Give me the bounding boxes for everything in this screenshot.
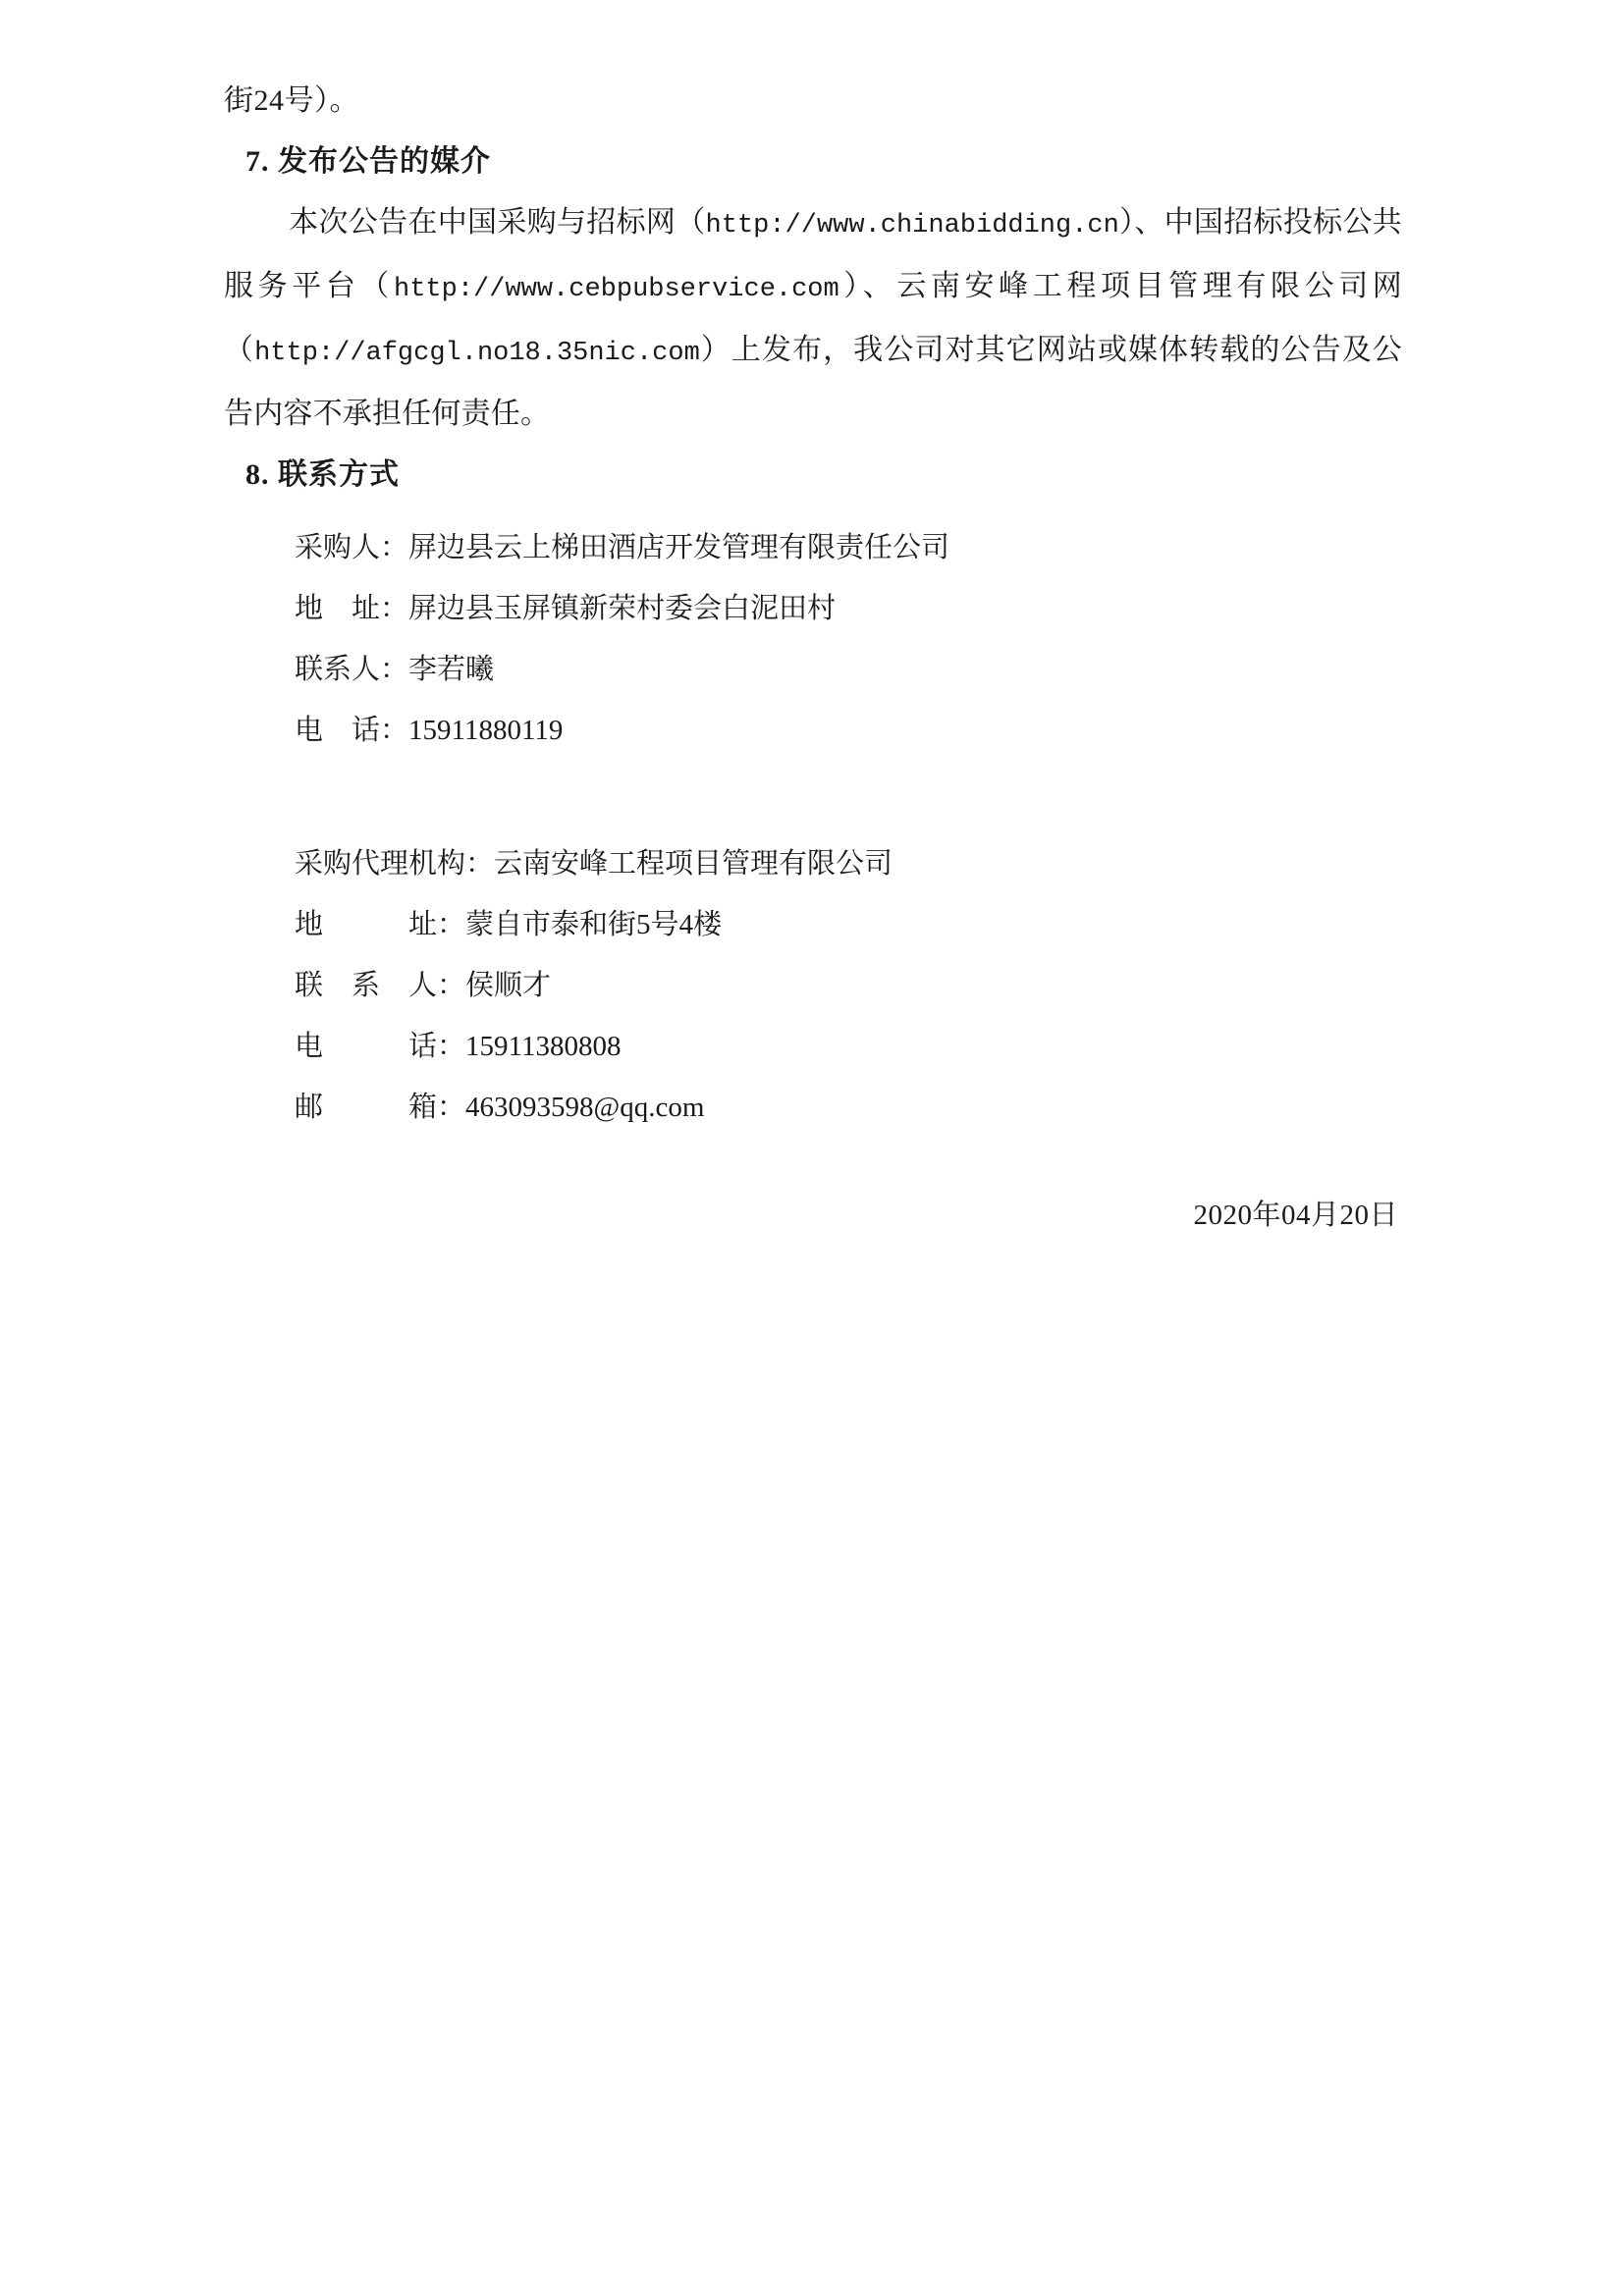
purchaser-entity-value: 屏边县云上梯田酒店开发管理有限责任公司 — [408, 532, 950, 563]
agency-email-label: 邮 箱： — [295, 1092, 466, 1123]
agency-phone-value: 15911380808 — [465, 1031, 622, 1062]
media-text-1: 本次公告在中国采购与招标网（ — [289, 206, 706, 239]
purchaser-entity-label: 采购人： — [295, 532, 409, 563]
url-chinabidding: http://www.chinabidding.cn — [705, 211, 1119, 240]
purchaser-phone-row — [295, 700, 1402, 761]
purchaser-address-row — [295, 578, 1402, 639]
section-heading-media: 7. 发布公告的媒介 — [245, 145, 491, 178]
purchaser-address-value: 屏边县玉屏镇新荣村委会白泥田村 — [408, 593, 837, 624]
agency-email-row — [295, 1077, 1402, 1138]
agency-address-label: 地 址： — [295, 909, 466, 940]
agency-email-value: 463093598@qq.com — [465, 1092, 705, 1123]
continued-line: 街24号）。 — [224, 84, 359, 117]
media-paragraph — [224, 192, 1402, 445]
agency-phone-row — [295, 1016, 1402, 1077]
agency-entity-label: 采购代理机构： — [295, 848, 495, 880]
url-cebpubservice: http://www.cebpubservice.com — [394, 275, 839, 304]
purchaser-phone-value: 15911880119 — [408, 715, 564, 746]
purchaser-contact-block — [224, 517, 1402, 761]
agency-person-value: 侯顺才 — [465, 970, 552, 1001]
agency-contact-block — [224, 833, 1402, 1138]
url-afgcgl: http://afgcgl.no18.35nic.com — [254, 339, 700, 368]
agency-person-label: 联 系 人： — [295, 970, 466, 1001]
agency-person-row — [295, 955, 1402, 1016]
agency-address-value: 蒙自市泰和街5号4楼 — [465, 909, 723, 940]
section-heading-contact: 8. 联系方式 — [245, 458, 400, 491]
purchaser-person-value: 李若曦 — [408, 654, 495, 685]
media-text-4: ）上发布，我公司对其它网站或媒体转载的公告及公告内容不承担任何责任。 — [224, 334, 1403, 430]
purchaser-phone-label: 电 话： — [295, 715, 409, 746]
agency-phone-label: 电 话： — [295, 1031, 466, 1062]
agency-address-row — [295, 894, 1402, 955]
media-text-3: ）、云南安峰工程项目管理有限公司网（ — [224, 270, 1403, 366]
document-date: 2020年04月20日 — [1193, 1200, 1398, 1231]
agency-entity-row — [295, 833, 1402, 894]
purchaser-person-row — [295, 639, 1402, 700]
media-text-2: ）、中国招标投标公共服务平台（ — [224, 206, 1402, 302]
purchaser-person-label: 联系人： — [295, 654, 409, 685]
block-spacer — [224, 761, 1402, 822]
purchaser-address-label: 地 址： — [295, 593, 409, 624]
agency-entity-value: 云南安峰工程项目管理有限公司 — [494, 848, 893, 880]
document-content — [224, 71, 1402, 1233]
purchaser-entity-row — [295, 517, 1402, 578]
